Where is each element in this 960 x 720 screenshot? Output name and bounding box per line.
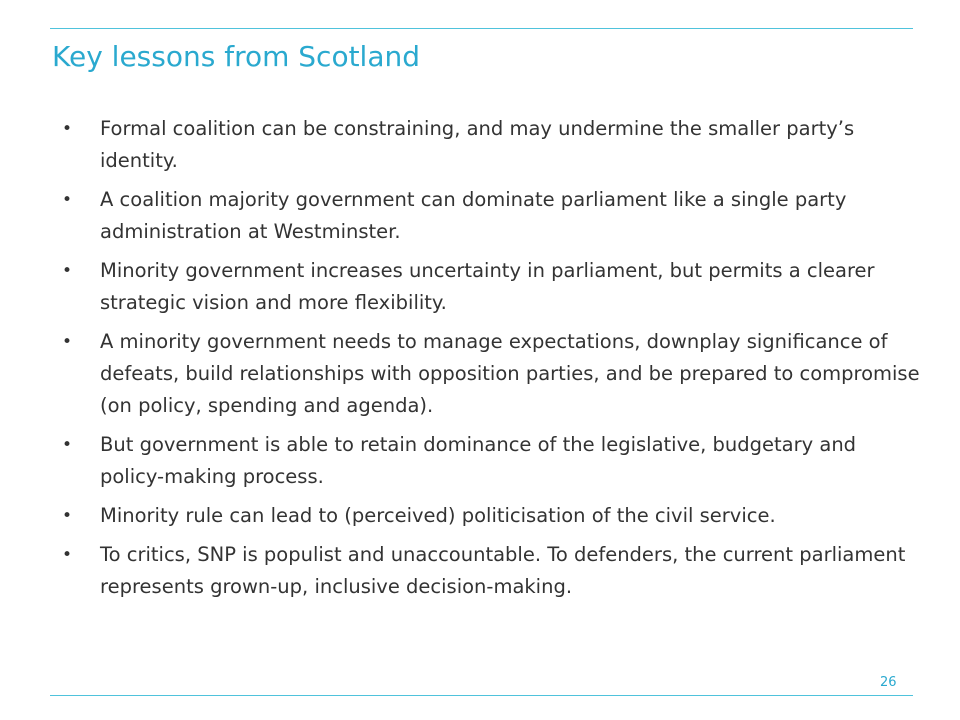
bullet-dot-icon: • bbox=[62, 332, 73, 352]
bullet-item bbox=[60, 539, 920, 603]
bullet-item bbox=[60, 113, 920, 177]
bullet-item bbox=[60, 184, 920, 248]
bullet-dot-icon: • bbox=[62, 119, 73, 139]
bottom-divider bbox=[50, 695, 913, 696]
slide-title: Key lessons from Scotland bbox=[52, 40, 421, 73]
top-divider bbox=[50, 28, 913, 29]
bullet-dot-icon: • bbox=[62, 435, 73, 455]
bullet-item bbox=[60, 429, 920, 493]
bullet-item bbox=[60, 326, 920, 422]
bullet-text: A coalition majority government can dominate parliament like a single party administration at Westminster. bbox=[100, 188, 847, 243]
bullet-dot-icon: • bbox=[62, 261, 73, 281]
bullet-item bbox=[60, 255, 920, 319]
bullet-text: But government is able to retain dominance of the legislative, budgetary and policy-making process. bbox=[100, 433, 857, 488]
bullet-text: Minority government increases uncertainty in parliament, but permits a clearer strategic vision and more flexibility. bbox=[100, 259, 875, 314]
bullet-dot-icon: • bbox=[62, 190, 73, 210]
bullet-text: A minority government needs to manage expectations, downplay significance of defeats, build relationships with opposition parties, and be prepared to compromise (on policy, spending and agenda). bbox=[100, 330, 920, 417]
bullet-text: Formal coalition can be constraining, and may undermine the smaller party’s identity. bbox=[100, 117, 855, 172]
bullet-dot-icon: • bbox=[62, 506, 73, 526]
bullet-item bbox=[60, 500, 920, 532]
bullet-list bbox=[60, 113, 920, 610]
bullet-dot-icon: • bbox=[62, 545, 73, 565]
bullet-text: To critics, SNP is populist and unaccountable. To defenders, the current parliament represents grown-up, inclusive decision-making. bbox=[100, 543, 906, 598]
page-number: 26 bbox=[880, 675, 897, 690]
bullet-text: Minority rule can lead to (perceived) politicisation of the civil service. bbox=[100, 504, 776, 527]
